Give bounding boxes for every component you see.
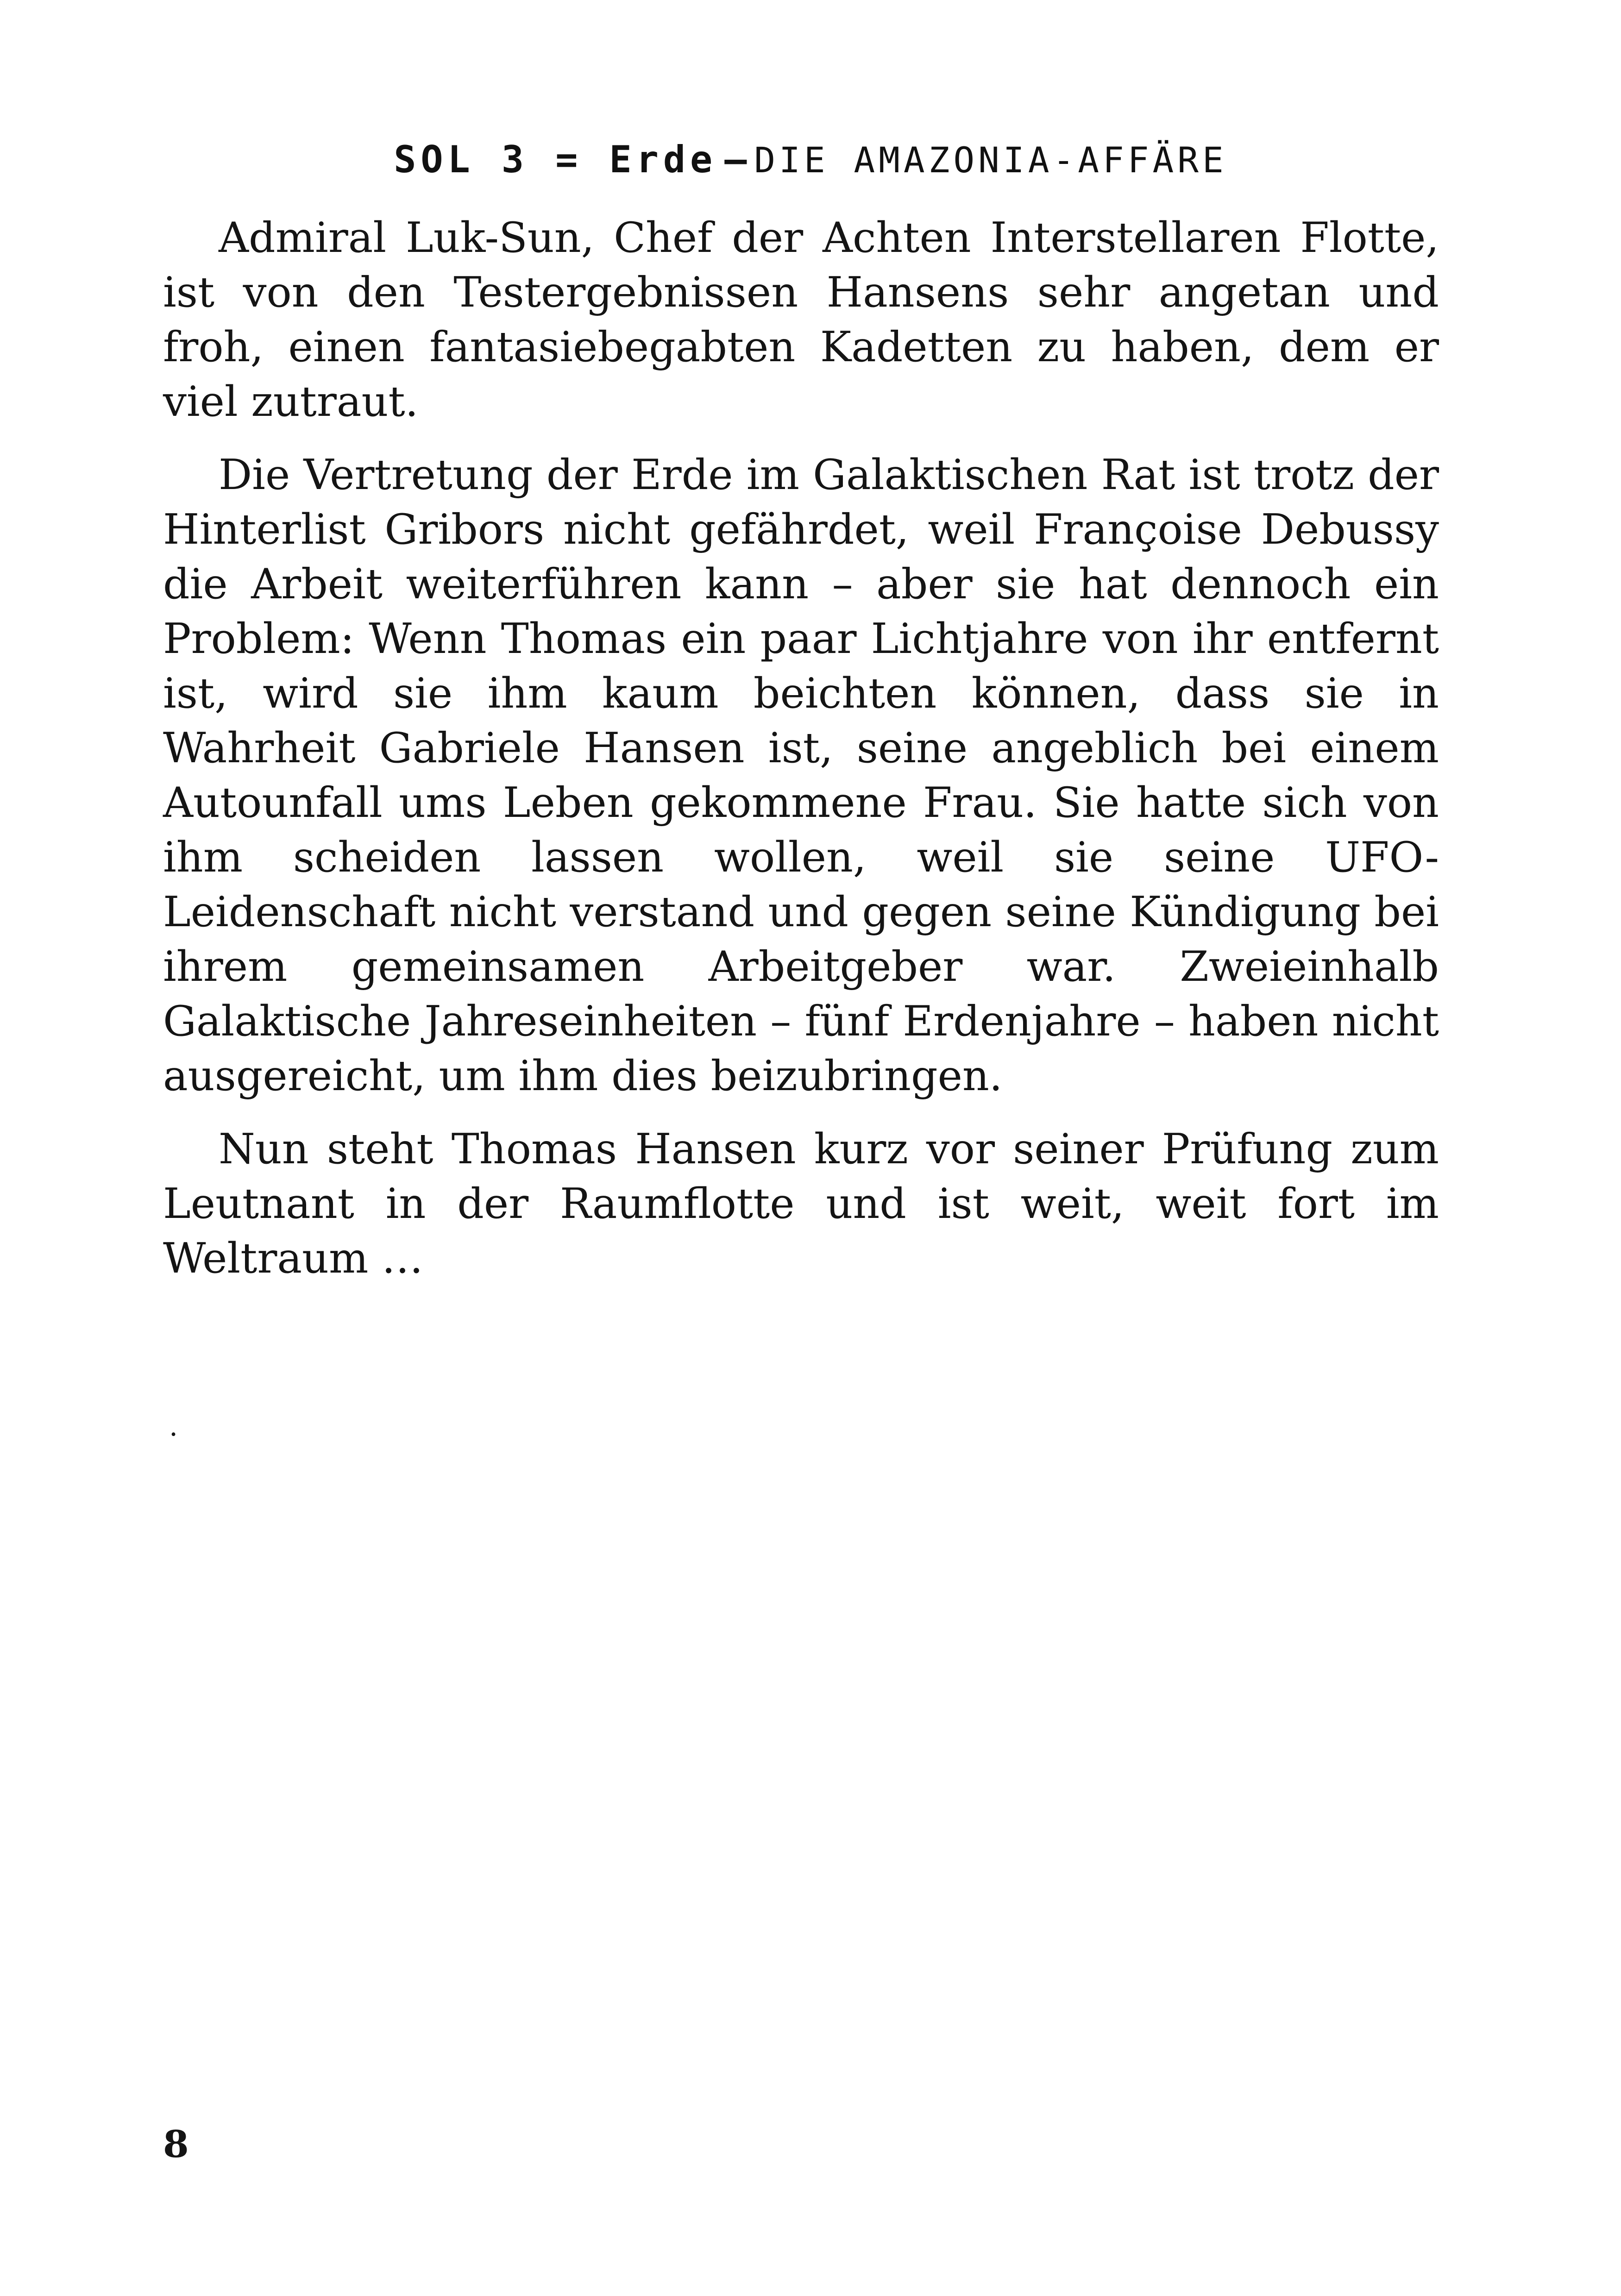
- header-separator: –: [724, 138, 747, 181]
- header-series: SOL 3 = Erde: [394, 138, 717, 181]
- body-text: [163, 211, 1439, 1305]
- running-header: [162, 134, 1459, 185]
- paragraph-1: Admiral Luk-Sun, Chef der Achten Interstellaren Flotte, ist von den Testergebnissen Hansens sehr angetan und froh, einen fantasiebegabten Kadetten zu haben, dem er viel zutraut.: [163, 213, 1439, 426]
- page-number: 8: [163, 2122, 189, 2166]
- header-title: DIE AMAZONIA-AFFÄRE: [754, 139, 1227, 181]
- stray-mark: .: [169, 1410, 178, 1443]
- paragraph-2: Die Vertretung der Erde im Galaktischen Rat ist trotz der Hinterlist Gribors nicht gefährdet, weil Françoise Debussy die Arbeit weiterführen kann – aber sie hat dennoch ein Problem: Wenn Thomas ein paar Lichtjahre von ihr entfernt ist, wird sie ihm kaum beichten können, dass sie in Wahrheit Gabriele Hansen ist, seine angeblich bei einem Autounfall ums Leben gekommene Frau. Sie hatte sich von ihm scheiden lassen wollen, weil sie seine UFO-Leidenschaft nicht verstand und gegen seine Kündigung bei ihrem gemeinsamen Arbeitgeber war. Zweieinhalb Galaktische Jahreseinheiten – fünf Erdenjahre – haben nicht ausgereicht, um ihm dies beizubringen.: [163, 451, 1439, 1100]
- paragraph-3: Nun steht Thomas Hansen kurz vor seiner Prüfung zum Leutnant in der Raumflotte und ist weit, weit fort im Weltraum …: [163, 1125, 1439, 1283]
